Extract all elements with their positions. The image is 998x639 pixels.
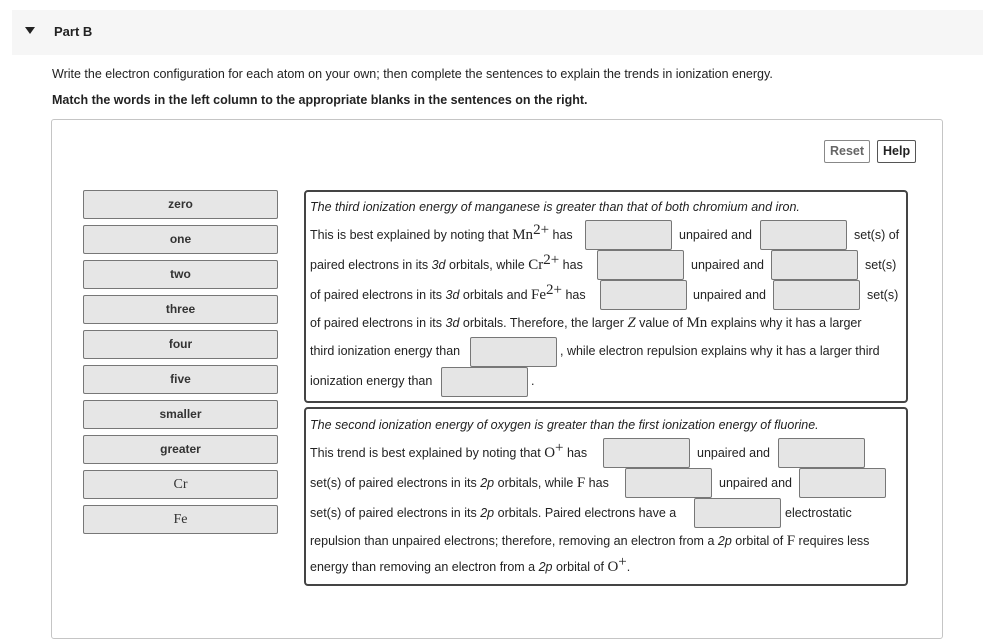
sentence1-line3: of paired electrons in its 3d orbitals and $Fe^{2+}$ has — [310, 281, 586, 303]
blank-larger-z-element[interactable] — [470, 337, 557, 367]
sentence2-title: The second ionization energy of oxygen is greater than the first ionization energy of fluorine. — [310, 418, 819, 432]
sentence1-line6: ionization energy than — [310, 374, 433, 388]
reset-button[interactable]: Reset — [824, 140, 870, 163]
help-button[interactable]: Help — [877, 140, 916, 163]
word-tile-fe[interactable]: Fe — [83, 505, 278, 534]
label-unpaired-and-3: unpaired and — [693, 288, 766, 302]
label-set-s: set(s) — [865, 258, 897, 272]
blank-mn-paired-sets[interactable] — [760, 220, 847, 250]
blank-f-unpaired[interactable] — [625, 468, 712, 498]
label-electrostatic: electrostatic — [785, 506, 852, 520]
blank-fe-unpaired[interactable] — [600, 280, 687, 310]
sentence2-line4: repulsion than unpaired electrons; therefore, removing an electron from a 2p orbital of F requires less — [310, 533, 870, 549]
sentence1-line5-rest: , while electron repulsion explains why it has a larger third — [560, 344, 880, 358]
word-tile-zero[interactable]: zero — [83, 190, 278, 219]
label-unpaired-and-2: unpaired and — [691, 258, 764, 272]
blank-electrostatic[interactable] — [694, 498, 781, 528]
sentence1-line1: This is best explained by noting that $Mn^{2+}$ has — [310, 221, 573, 243]
blank-o-paired-sets[interactable] — [778, 438, 865, 468]
blank-f-paired-sets[interactable] — [799, 468, 886, 498]
word-tile-five[interactable]: five — [83, 365, 278, 394]
match-instruction: Match the words in the left column to the appropriate blanks in the sentences on the right. — [52, 93, 588, 107]
sentence1-line4: of paired electrons in its 3d orbitals. Therefore, the larger Z value of Mn explains why it has a larger — [310, 315, 862, 331]
label-unpaired-and-4: unpaired and — [697, 446, 770, 460]
sentence1-line5: third ionization energy than — [310, 344, 461, 358]
blank-mn-unpaired[interactable] — [585, 220, 672, 250]
sentence2-line1: This trend is best explained by noting that O+ has — [310, 439, 588, 461]
label-unpaired-and-5: unpaired and — [719, 476, 792, 490]
blank-o-unpaired[interactable] — [603, 438, 690, 468]
part-header[interactable] — [12, 10, 983, 55]
part-title: Part B — [54, 24, 93, 39]
blank-cr-paired-sets[interactable] — [771, 250, 858, 280]
word-tile-cr[interactable]: Cr — [83, 470, 278, 499]
label-set-of: set(s) of — [854, 228, 900, 242]
word-tile-two[interactable]: two — [83, 260, 278, 289]
sentence2-line2: set(s) of paired electrons in its 2p orbitals, while F has — [310, 475, 609, 491]
label-unpaired-and: unpaired and — [679, 228, 752, 242]
instruction-text: Write the electron configuration for each atom on your own; then complete the sentences to explain the trends in ionization energy. — [52, 67, 773, 81]
sentence1-period: . — [531, 374, 535, 388]
word-tile-one[interactable]: one — [83, 225, 278, 254]
blank-repulsion-element[interactable] — [441, 367, 528, 397]
blank-cr-unpaired[interactable] — [597, 250, 684, 280]
sentence1-title: The third ionization energy of manganese is greater than that of both chromium and iron. — [310, 200, 800, 214]
sentence2-line5: energy than removing an electron from a 2p orbital of O+. — [310, 553, 631, 575]
sentence2-line3: set(s) of paired electrons in its 2p orbitals. Paired electrons have a — [310, 506, 677, 520]
collapse-caret-icon[interactable] — [25, 27, 35, 34]
word-tile-smaller[interactable]: smaller — [83, 400, 278, 429]
blank-fe-paired-sets[interactable] — [773, 280, 860, 310]
word-tile-three[interactable]: three — [83, 295, 278, 324]
word-tile-four[interactable]: four — [83, 330, 278, 359]
sentence1-line2: paired electrons in its 3d orbitals, while $Cr^{2+}$ has — [310, 251, 583, 273]
word-tile-greater[interactable]: greater — [83, 435, 278, 464]
label-set-s-2: set(s) — [867, 288, 899, 302]
